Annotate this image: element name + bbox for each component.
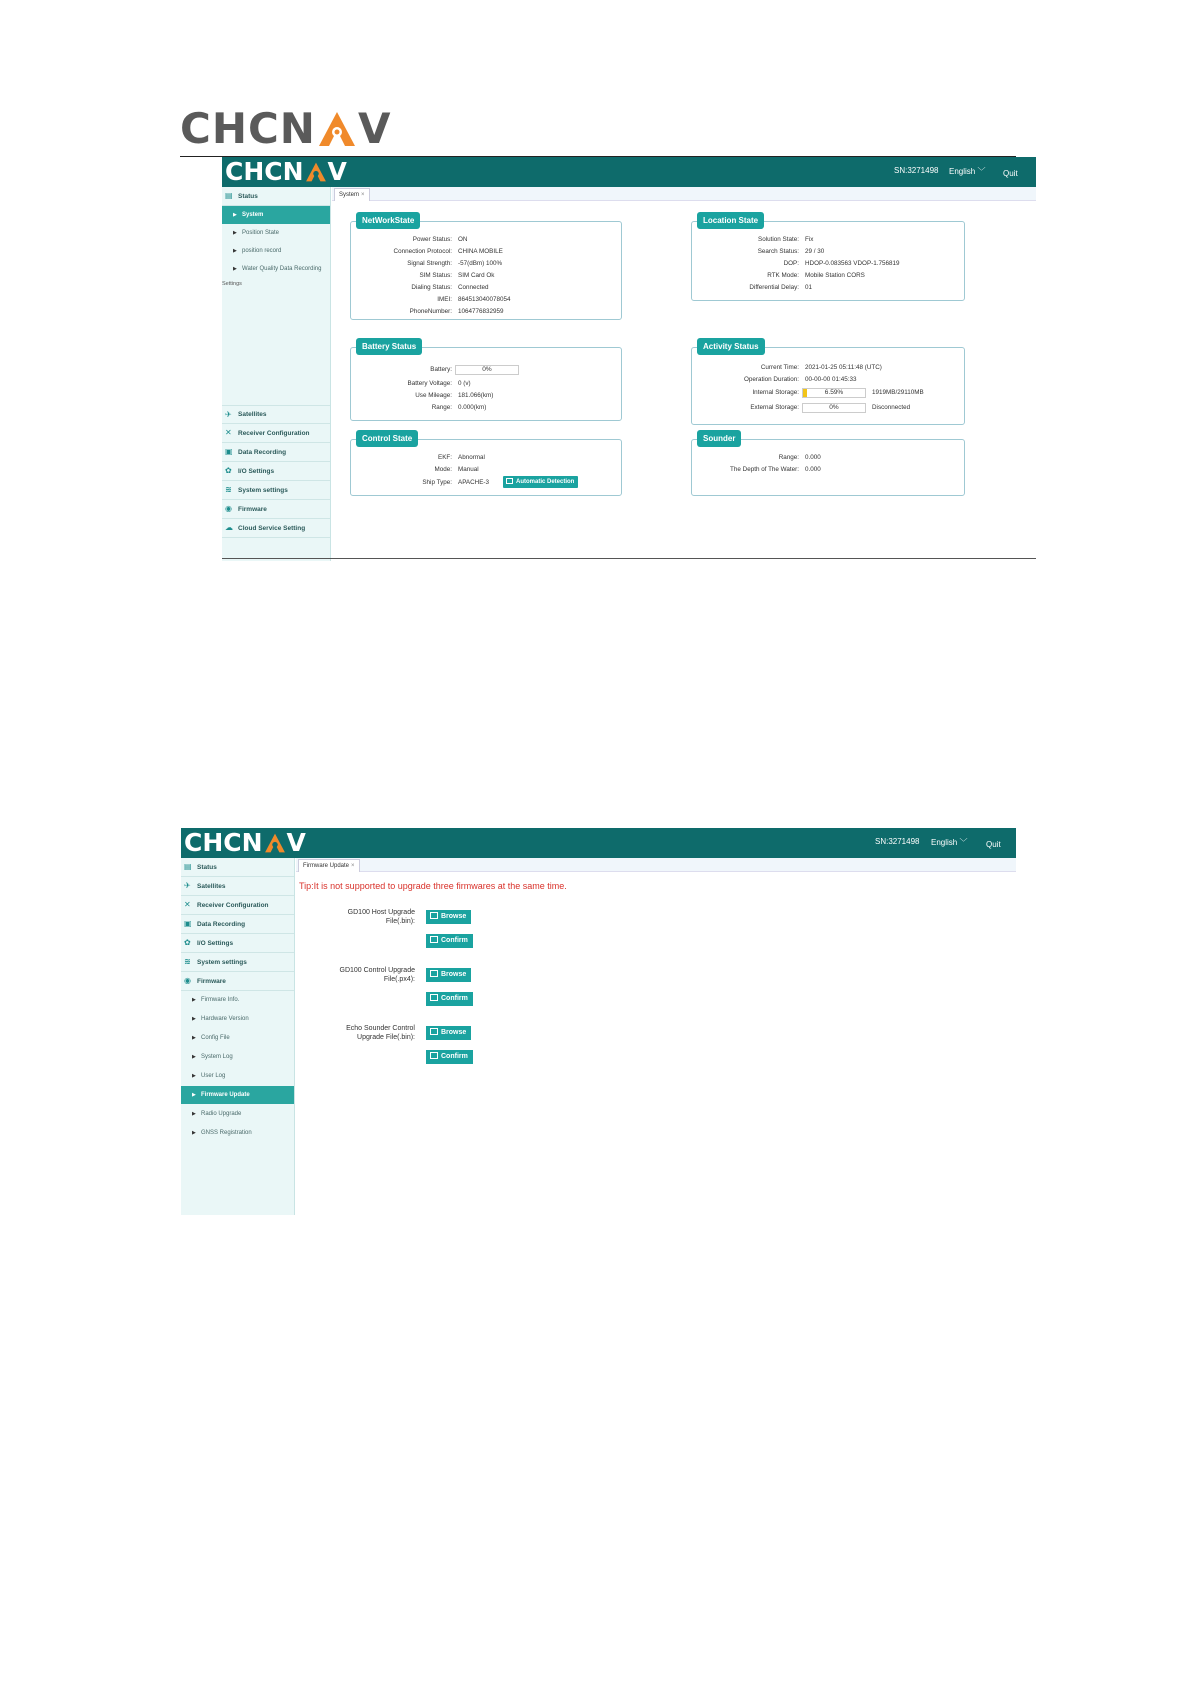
echo-sounder-confirm-button[interactable]: Confirm bbox=[426, 1050, 473, 1064]
water-depth-value: 0.000 bbox=[805, 466, 821, 473]
nav-io-settings[interactable]: ✿ I/O Settings bbox=[222, 462, 330, 481]
nav-position-record[interactable]: ▶ position record bbox=[233, 248, 282, 254]
triangle-right-icon: ▶ bbox=[192, 1130, 196, 1136]
topbar-brand: CHCN V bbox=[184, 828, 306, 857]
nav-firmware-info[interactable]: ▶ Firmware Info. bbox=[192, 997, 240, 1003]
control-confirm-button[interactable]: Confirm bbox=[426, 992, 473, 1006]
host-browse-button[interactable]: Browse bbox=[426, 910, 471, 924]
nav-data-recording[interactable]: ▣ Data Recording bbox=[181, 915, 294, 934]
nav-receiver-configuration[interactable]: ✕ Receiver Configuration bbox=[181, 896, 294, 915]
control-state-panel: Control State EKF: Mode: Ship Type: Abnormal Manual APACHE-3 Automatic Detection bbox=[350, 439, 622, 496]
tab-firmware-update[interactable]: Firmware Update × bbox=[298, 859, 360, 872]
panel-title: Location State bbox=[697, 212, 764, 229]
firmware-icon: ◉ bbox=[184, 976, 191, 985]
tools-icon: ✕ bbox=[184, 900, 191, 909]
close-icon[interactable]: × bbox=[361, 192, 365, 198]
document-icon: ▣ bbox=[225, 447, 233, 456]
nav-status[interactable]: ▤ Status bbox=[222, 187, 330, 206]
brand-a-mark bbox=[305, 161, 327, 183]
tab-bar bbox=[296, 858, 1016, 872]
settings-label: Settings bbox=[222, 281, 242, 287]
triangle-right-icon: ▶ bbox=[233, 230, 237, 236]
triangle-right-icon: ▶ bbox=[233, 248, 237, 254]
echo-sounder-upgrade-label: Echo Sounder Control Upgrade File(.bin): bbox=[346, 1025, 415, 1041]
echo-sounder-browse-button[interactable]: Browse bbox=[426, 1026, 471, 1040]
nav-satellites[interactable]: ✈ Satellites bbox=[222, 405, 330, 424]
satellite-icon: ✈ bbox=[184, 881, 191, 890]
nav-io-settings[interactable]: ✿ I/O Settings bbox=[181, 934, 294, 953]
host-upgrade-label: GD100 Host Upgrade File(.bin): bbox=[347, 909, 415, 925]
internal-storage-fill bbox=[803, 389, 807, 397]
nav-system-settings[interactable]: ≋ System settings bbox=[222, 481, 330, 500]
nav-firmware[interactable]: ◉ Firmware bbox=[181, 972, 294, 991]
nav-config-file[interactable]: ▶ Config File bbox=[192, 1035, 230, 1041]
imei-value: 864513040078054 bbox=[458, 296, 511, 303]
triangle-right-icon: ▶ bbox=[233, 212, 237, 218]
dop-value: HDOP-0.083563 VDOP-1.756819 bbox=[805, 260, 900, 267]
signal-strength-value: -57(dBm) 100% bbox=[458, 260, 503, 267]
chcnav-logo bbox=[180, 104, 392, 153]
sounder-panel: Sounder Range: The Depth of The Water: 0.000 0.000 bbox=[691, 439, 965, 496]
dialing-status-value: Connected bbox=[458, 284, 489, 291]
nav-system-settings[interactable]: ≋ System settings bbox=[181, 953, 294, 972]
triangle-right-icon: ▶ bbox=[192, 1073, 196, 1079]
language-select[interactable]: English ﹀ bbox=[931, 838, 968, 847]
serial-number: SN:3271498 bbox=[875, 837, 920, 846]
satellite-icon: ✈ bbox=[225, 410, 232, 419]
confirm-icon bbox=[430, 936, 438, 943]
language-select[interactable]: English ﹀ bbox=[949, 167, 986, 176]
external-storage-bar: 0% bbox=[802, 403, 866, 413]
ship-type-value: APACHE-3 bbox=[458, 479, 490, 486]
gear-icon: ✿ bbox=[225, 466, 232, 475]
range-value: 0.000(km) bbox=[458, 404, 487, 411]
screenshot-bottom-rule bbox=[222, 558, 1036, 559]
detect-icon bbox=[506, 478, 513, 484]
mode-value: Manual bbox=[458, 466, 479, 473]
network-state-panel: NetWorkState Power Status: Connection Protocol: Signal Strength: SIM Status: Dialing Status: IMEI: PhoneNumber: ON CHINA MOBILE -57(dBm) 100% SIM Card Ok Connected 864513040078054 1064776832959 bbox=[350, 221, 622, 320]
battery-level-bar: 0% bbox=[455, 365, 519, 375]
nav-system[interactable]: ▶ System bbox=[222, 206, 330, 224]
cloud-icon: ☁ bbox=[225, 523, 233, 532]
nav-receiver-configuration[interactable]: ✕ Receiver Configuration bbox=[222, 424, 330, 443]
wifi-icon: ≋ bbox=[184, 957, 191, 966]
nav-cloud-service[interactable]: ☁ Cloud Service Setting bbox=[222, 519, 330, 538]
sidebar bbox=[181, 858, 295, 1215]
triangle-right-icon: ▶ bbox=[192, 1016, 196, 1022]
nav-water-quality[interactable]: ▶ Water Quality Data Recording bbox=[233, 266, 322, 272]
firmware-update-screenshot bbox=[181, 828, 1016, 1215]
operation-duration-value: 00-00-00 01:45:33 bbox=[805, 376, 857, 383]
control-browse-button[interactable]: Browse bbox=[426, 968, 471, 982]
panel-title: Control State bbox=[356, 430, 418, 447]
triangle-right-icon: ▶ bbox=[192, 1035, 196, 1041]
nav-firmware-update[interactable]: ▶ Firmware Update bbox=[181, 1086, 294, 1104]
internal-storage-size: 1919MB/29110MB bbox=[872, 389, 924, 396]
nav-hardware-version[interactable]: ▶ Hardware Version bbox=[192, 1016, 249, 1022]
automatic-detection-button[interactable]: Automatic Detection bbox=[503, 476, 578, 488]
power-status-value: ON bbox=[458, 236, 468, 243]
tab-system[interactable]: System × bbox=[334, 188, 370, 201]
sounder-range-value: 0.000 bbox=[805, 454, 821, 461]
topbar bbox=[222, 157, 1036, 187]
battery-voltage-value: 0 (v) bbox=[458, 380, 471, 387]
current-time-value: 2021-01-25 05:11:48 (UTC) bbox=[805, 364, 882, 371]
confirm-icon bbox=[430, 1052, 438, 1059]
topbar-brand: CHCN V bbox=[225, 157, 347, 186]
sidebar bbox=[222, 187, 331, 561]
nav-system-log[interactable]: ▶ System Log bbox=[192, 1054, 233, 1060]
rtk-mode-value: Mobile Station CORS bbox=[805, 272, 865, 279]
use-mileage-value: 181.066(km) bbox=[458, 392, 494, 399]
nav-position-state[interactable]: ▶ Position State bbox=[233, 230, 280, 236]
topbar bbox=[181, 828, 1016, 858]
connection-protocol-value: CHINA MOBILE bbox=[458, 248, 503, 255]
status-icon: ▤ bbox=[225, 191, 233, 200]
solution-state-value: Fix bbox=[805, 236, 814, 243]
brand-a-mark bbox=[264, 832, 286, 854]
logo-text-left: CHCN bbox=[180, 104, 316, 153]
search-status-value: 29 / 30 bbox=[805, 248, 825, 255]
nav-satellites[interactable]: ✈ Satellites bbox=[181, 877, 294, 896]
chevron-down-icon: ﹀ bbox=[959, 838, 968, 847]
upload-icon bbox=[430, 970, 438, 977]
triangle-right-icon: ▶ bbox=[192, 1092, 196, 1098]
logo-text-right: V bbox=[357, 104, 392, 153]
system-status-screenshot bbox=[222, 157, 1036, 561]
upload-icon bbox=[430, 912, 438, 919]
nav-data-recording[interactable]: ▣ Data Recording bbox=[222, 443, 330, 462]
chevron-down-icon: ﹀ bbox=[977, 167, 986, 176]
confirm-icon bbox=[430, 994, 438, 1001]
quit-button[interactable]: Quit bbox=[986, 840, 1001, 849]
nav-radio-upgrade[interactable]: ▶ Radio Upgrade bbox=[192, 1111, 242, 1117]
logo-a-mark bbox=[317, 110, 357, 148]
control-upgrade-label: GD100 Control Upgrade File(.px4): bbox=[339, 967, 415, 983]
ekf-value: Abnormal bbox=[458, 454, 485, 461]
panel-title: Sounder bbox=[697, 430, 741, 447]
panel-title: NetWorkState bbox=[356, 212, 420, 229]
panel-title: Battery Status bbox=[356, 338, 422, 355]
sim-status-value: SIM Card Ok bbox=[458, 272, 495, 279]
panel-title: Activity Status bbox=[697, 338, 765, 355]
host-confirm-button[interactable]: Confirm bbox=[426, 934, 473, 948]
upgrade-tip: Tip:It is not supported to upgrade three firmwares at the same time. bbox=[299, 881, 567, 891]
location-state-panel: Location State Solution State: Search Status: DOP: RTK Mode: Differential Delay: Fix 29 / 30 HDOP-0.083563 VDOP-1.756819 Mobile Station CORS 01 bbox=[691, 221, 965, 301]
nav-gnss-registration[interactable]: ▶ GNSS Registration bbox=[192, 1130, 252, 1136]
document-icon: ▣ bbox=[184, 919, 192, 928]
quit-button[interactable]: Quit bbox=[1003, 169, 1018, 178]
serial-number: SN:3271498 bbox=[894, 166, 939, 175]
gear-icon: ✿ bbox=[184, 938, 191, 947]
triangle-right-icon: ▶ bbox=[192, 997, 196, 1003]
nav-firmware[interactable]: ◉ Firmware bbox=[222, 500, 330, 519]
triangle-right-icon: ▶ bbox=[192, 1111, 196, 1117]
nav-status[interactable]: ▤ Status bbox=[181, 858, 294, 877]
battery-status-panel: Battery Status Battery: 0% Battery Voltage: Use Mileage: Range: 0 (v) 181.066(km) 0.000(km) bbox=[350, 347, 622, 421]
nav-user-log[interactable]: ▶ User Log bbox=[192, 1073, 226, 1079]
wifi-icon: ≋ bbox=[225, 485, 232, 494]
external-storage-state: Disconnected bbox=[872, 404, 911, 411]
status-icon: ▤ bbox=[184, 862, 192, 871]
upload-icon bbox=[430, 1028, 438, 1035]
tab-bar bbox=[332, 187, 1036, 201]
differential-delay-value: 01 bbox=[805, 284, 813, 291]
close-icon[interactable]: × bbox=[351, 863, 355, 869]
phone-number-value: 1064776832959 bbox=[458, 308, 504, 315]
internal-storage-bar: 6.59% bbox=[802, 388, 866, 398]
triangle-right-icon: ▶ bbox=[233, 266, 237, 272]
tools-icon: ✕ bbox=[225, 428, 232, 437]
activity-status-panel: Activity Status Current Time: Operation Duration: Internal Storage: External Storage: 2021-01-25 05:11:48 (UTC) 00-00-00 01:45:33 6.59% 1919MB/29110MB 0% Disconnected bbox=[691, 347, 965, 425]
firmware-icon: ◉ bbox=[225, 504, 232, 513]
triangle-right-icon: ▶ bbox=[192, 1054, 196, 1060]
